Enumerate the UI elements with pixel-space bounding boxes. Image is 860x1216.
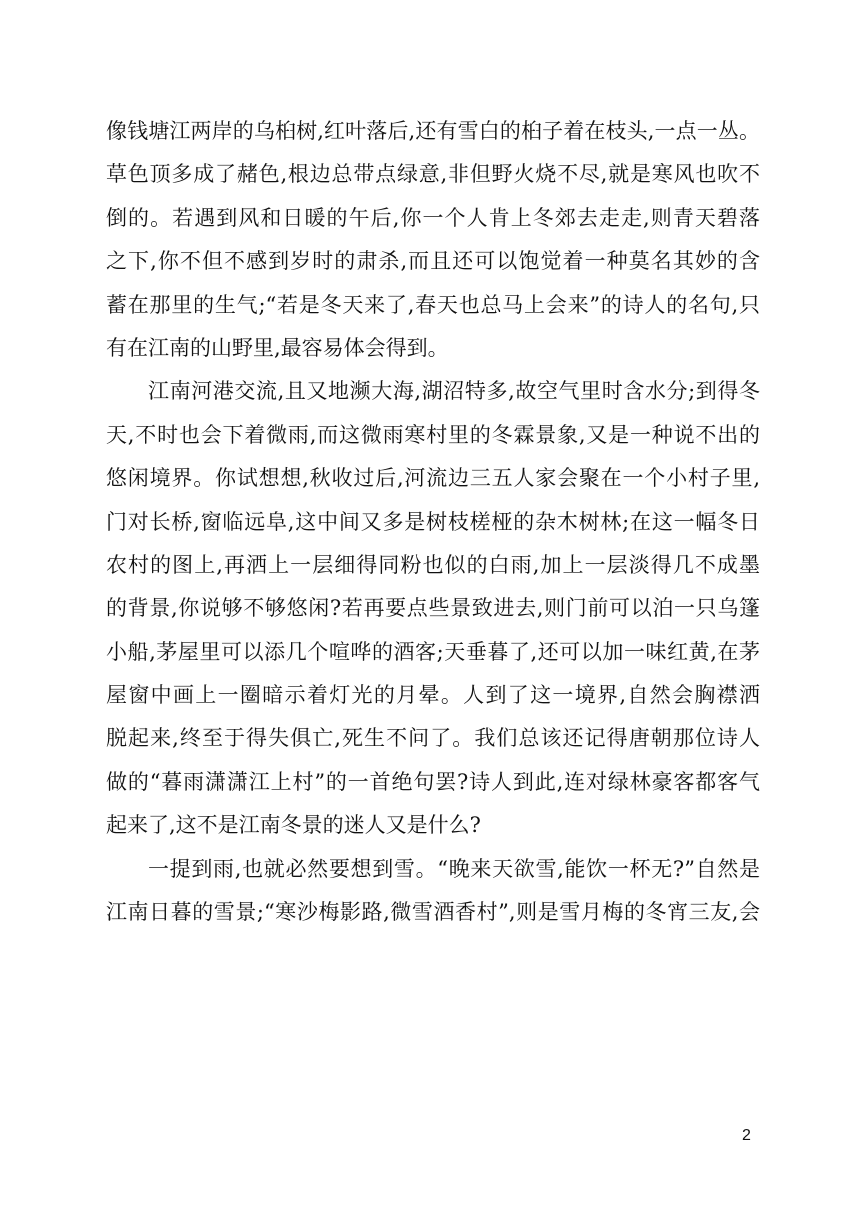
text-line: 江南日暮的雪景;“寒沙梅影路,微雪酒香村”,则是雪月梅的冬宵三友,会: [106, 900, 760, 925]
text-line: 蓄在那里的生气;“若是冬天来了,春天也总马上会来”的诗人的名句,只: [106, 292, 760, 317]
text-line: 小船,茅屋里可以添几个喧哗的酒客;天垂暮了,还可以加一味红黄,在茅: [106, 639, 760, 664]
text-line: 屋窗中画上一圈暗示着灯光的月晕。人到了这一境界,自然会胸襟洒: [106, 683, 760, 708]
text-line: 的背景,你说够不够悠闲?若再要点些景致进去,则门前可以泊一只乌篷: [106, 596, 760, 621]
text-line: 一提到雨,也就必然要想到雪。“晚来天欲雪,能饮一杯无?”自然是: [148, 856, 760, 881]
paragraph: [106, 848, 760, 935]
text-line: 门对长桥,窗临远阜,这中间又多是树枝槎桠的杂木树林;在这一幅冬日: [106, 509, 760, 534]
text-line: 草色顶多成了赭色,根边总带点绿意,非但野火烧不尽,就是寒风也吹不: [106, 162, 760, 187]
paragraph: [106, 370, 760, 847]
text-line: 做的“暮雨潇潇江上村”的一首绝句罢?诗人到此,连对绿林豪客都客气: [106, 769, 760, 794]
text-line: 有在江南的山野里,最容易体会得到。: [106, 335, 449, 360]
text-line: 悠闲境界。你试想想,秋收过后,河流边三五人家会聚在一个小村子里,: [106, 466, 760, 491]
text-line: 农村的图上,再洒上一层细得同粉也似的白雨,加上一层淡得几不成墨: [106, 552, 760, 577]
text-line: 之下,你不但不感到岁时的肃杀,而且还可以饱觉着一种莫名其妙的含: [106, 249, 760, 274]
text-line: 天,不时也会下着微雨,而这微雨寒村里的冬霖景象,又是一种说不出的: [106, 422, 760, 447]
text-line: 倒的。若遇到风和日暖的午后,你一个人肯上冬郊去走走,则青天碧落: [106, 205, 760, 230]
body-text: [106, 110, 760, 934]
page-number: 2: [742, 1127, 751, 1144]
paragraph: [106, 110, 760, 370]
text-line: 像钱塘江两岸的乌桕树,红叶落后,还有雪白的桕子着在枝头,一点一丛。: [106, 119, 760, 143]
text-line: 江南河港交流,且又地濒大海,湖沼特多,故空气里时含水分;到得冬: [148, 379, 760, 404]
text-line: 脱起来,终至于得失俱亡,死生不问了。我们总该还记得唐朝那位诗人: [106, 726, 760, 751]
text-line: 起来了,这不是江南冬景的迷人又是什么?: [106, 813, 481, 838]
